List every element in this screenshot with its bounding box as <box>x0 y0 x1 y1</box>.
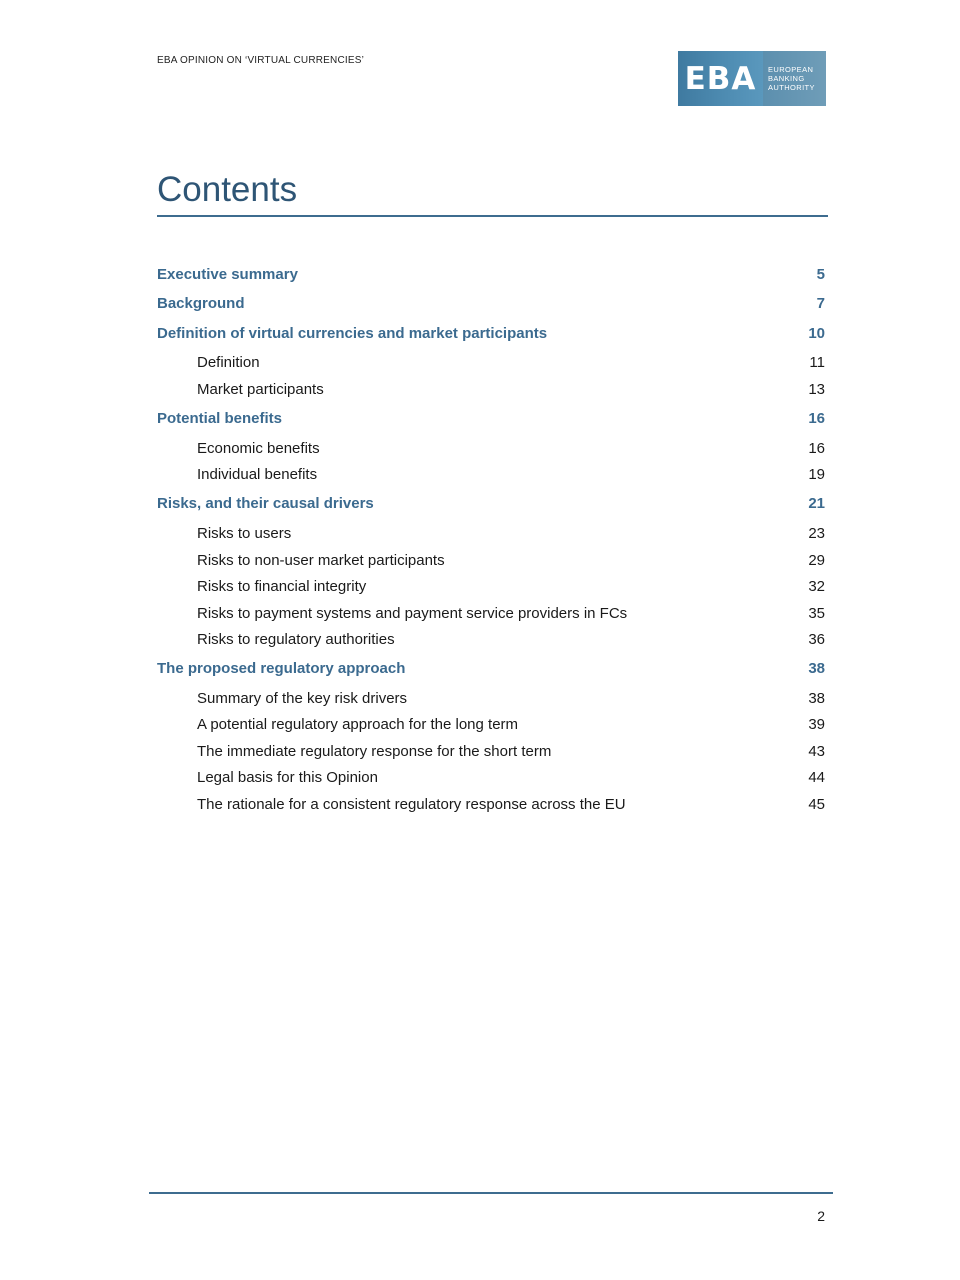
footer-divider <box>149 1192 833 1194</box>
toc-entry[interactable] <box>157 795 825 815</box>
toc-entry-label: The rationale for a consistent regulatory response across the EU <box>197 796 626 813</box>
page-number: 2 <box>817 1208 825 1224</box>
toc-entry[interactable] <box>157 494 825 514</box>
toc-entry[interactable] <box>157 439 825 459</box>
eba-logo <box>678 51 826 106</box>
page-title: Contents <box>157 170 298 209</box>
toc-entry-page: 32 <box>808 578 825 595</box>
toc-entry-page: 11 <box>809 354 825 371</box>
logo-mark: EBA <box>684 60 757 97</box>
toc-entry-page: 5 <box>816 266 825 283</box>
toc-entry-page: 44 <box>808 769 825 786</box>
toc-entry[interactable] <box>157 465 825 485</box>
toc-entry-label: Risks to financial integrity <box>197 578 367 595</box>
toc-entry-page: 43 <box>808 743 825 760</box>
toc-entry[interactable] <box>157 742 825 762</box>
logo-mark-panel <box>678 51 763 106</box>
toc-entry[interactable] <box>157 324 825 344</box>
toc-entry-page: 21 <box>808 495 825 512</box>
toc-entry-page: 36 <box>808 631 825 648</box>
logo-text-panel <box>763 51 826 106</box>
logo-text-line: BANKING <box>768 74 805 83</box>
toc-entry[interactable] <box>157 265 825 285</box>
toc-entry-label: The proposed regulatory approach <box>157 660 406 677</box>
toc-entry[interactable] <box>157 715 825 735</box>
toc-entry-label: Definition <box>197 354 260 371</box>
toc-entry[interactable] <box>157 353 825 373</box>
toc-entry[interactable] <box>157 409 825 429</box>
toc-entry-label: The immediate regulatory response for the short term <box>197 743 552 760</box>
toc-entry-label: Background <box>157 295 245 312</box>
toc-entry-page: 10 <box>808 325 825 342</box>
toc-entry-label: Potential benefits <box>157 410 283 427</box>
toc-entry-label: Risks to non-user market participants <box>197 552 445 569</box>
toc-entry-label: A potential regulatory approach for the long term <box>197 716 519 733</box>
toc-entry[interactable] <box>157 768 825 788</box>
toc-entry[interactable] <box>157 659 825 679</box>
toc-entry-label: Risks to regulatory authorities <box>197 631 395 648</box>
toc-entry-label: Risks to payment systems and payment service providers in FCs <box>197 605 628 622</box>
toc-entry-label: Executive summary <box>157 266 298 283</box>
toc-entry-page: 38 <box>808 660 825 677</box>
toc-entry-page: 19 <box>808 466 825 483</box>
toc-entry-label: Summary of the key risk drivers <box>197 690 408 707</box>
toc-entry[interactable] <box>157 524 825 544</box>
toc-entry-page: 45 <box>808 796 825 813</box>
toc-entry-label: Risks, and their causal drivers <box>157 495 374 512</box>
logo-text-line: EUROPEAN <box>768 65 814 74</box>
toc-entry[interactable] <box>157 551 825 571</box>
toc-entry-label: Individual benefits <box>197 466 318 483</box>
toc-entry-page: 38 <box>808 690 825 707</box>
toc-entry-page: 13 <box>808 381 825 398</box>
toc-entry-label: Economic benefits <box>197 440 320 457</box>
running-header: EBA OPINION ON ‘VIRTUAL CURRENCIES’ <box>157 55 365 66</box>
title-divider <box>157 215 828 217</box>
toc-entry[interactable] <box>157 294 825 314</box>
toc-entry-label: Market participants <box>197 381 324 398</box>
logo-text-line: AUTHORITY <box>768 83 815 92</box>
toc-entry-label: Definition of virtual currencies and market participants <box>157 325 548 342</box>
toc-entry-page: 16 <box>808 440 825 457</box>
toc-entry-page: 16 <box>808 410 825 427</box>
toc-entry-page: 39 <box>808 716 825 733</box>
toc-entry-page: 29 <box>808 552 825 569</box>
toc-entry-page: 23 <box>808 525 825 542</box>
toc-entry-page: 7 <box>816 295 825 312</box>
toc-entry-page: 35 <box>808 605 825 622</box>
toc-entry[interactable] <box>157 630 825 650</box>
toc-entry[interactable] <box>157 577 825 597</box>
toc-entry-label: Legal basis for this Opinion <box>197 769 378 786</box>
toc-entry[interactable] <box>157 380 825 400</box>
toc-entry[interactable] <box>157 604 825 624</box>
toc-entry[interactable] <box>157 689 825 709</box>
toc-entry-label: Risks to users <box>197 525 292 542</box>
